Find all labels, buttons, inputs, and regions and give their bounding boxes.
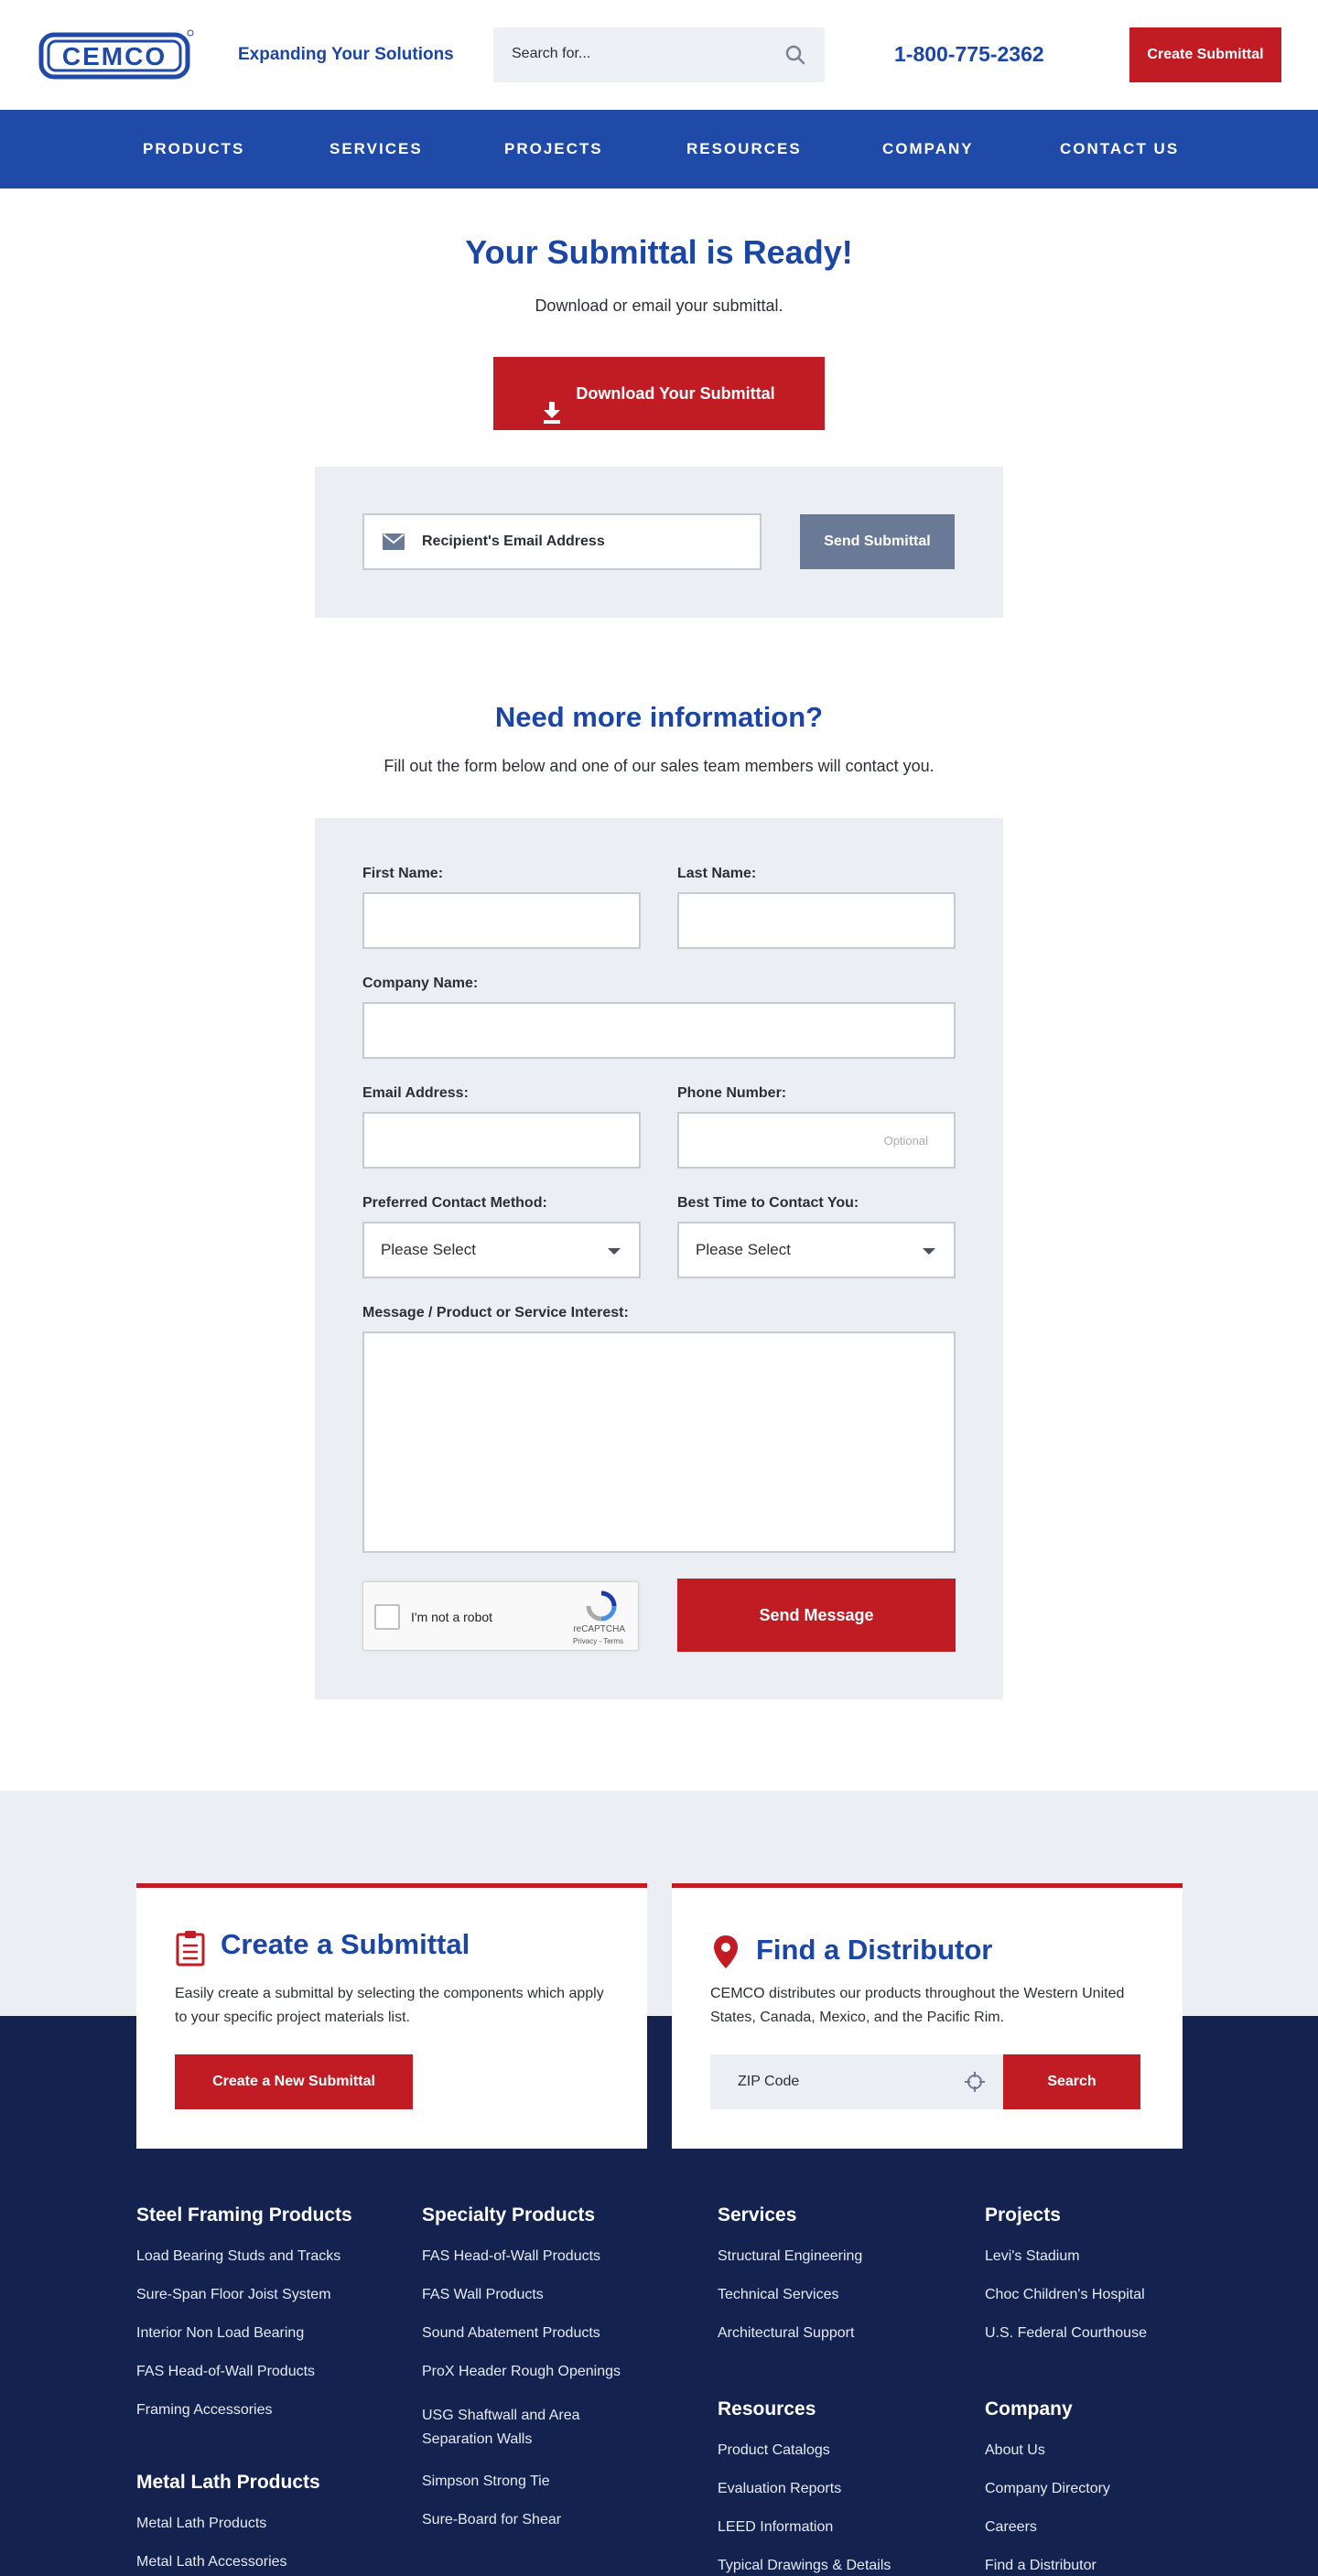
page-title: Your Submittal is Ready! xyxy=(465,233,853,271)
footer-lath-title[interactable]: Metal Lath Products xyxy=(136,2472,320,2493)
footer-link[interactable]: Metal Lath Accessories xyxy=(136,2554,287,2570)
best-time-value: Please Select xyxy=(696,1241,791,1258)
phone-label: Phone Number: xyxy=(677,1085,787,1101)
footer-link[interactable]: Levi's Stadium xyxy=(985,2248,1080,2264)
crosshair-icon[interactable] xyxy=(965,2072,985,2092)
footer-link[interactable]: Sound Abatement Products xyxy=(422,2325,600,2341)
contact-method-select[interactable] xyxy=(362,1222,641,1278)
footer-link[interactable]: Sure-Span Floor Joist System xyxy=(136,2287,331,2302)
footer-link[interactable]: FAS Head-of-Wall Products xyxy=(422,2248,601,2264)
recaptcha-brand: reCAPTCHA xyxy=(573,1624,625,1634)
chevron-down-icon xyxy=(923,1248,935,1255)
recaptcha-text: I'm not a robot xyxy=(411,1610,493,1624)
zip-code-input[interactable] xyxy=(710,2054,1003,2109)
last-name-label: Last Name: xyxy=(677,866,757,881)
download-label: Download Your Submittal xyxy=(576,384,775,403)
best-time-select[interactable] xyxy=(677,1222,956,1278)
nav-projects[interactable]: PROJECTS xyxy=(504,140,603,157)
info-subtitle: Fill out the form below and one of our sales team members will contact you. xyxy=(384,757,934,775)
phone-field[interactable] xyxy=(677,1112,956,1169)
contact-form xyxy=(315,818,1003,1699)
contact-method-label: Preferred Contact Method: xyxy=(362,1195,547,1211)
nav-resources[interactable]: RESOURCES xyxy=(686,140,802,157)
footer-link[interactable]: Metal Lath Products xyxy=(136,2516,267,2531)
zip-placeholder: ZIP Code xyxy=(738,2074,800,2089)
recaptcha-widget xyxy=(362,1581,639,1651)
info-title: Need more information? xyxy=(494,701,824,733)
footer-link[interactable]: Find a Distributor xyxy=(985,2558,1097,2573)
footer-link[interactable]: U.S. Federal Courthouse xyxy=(985,2325,1147,2341)
footer-link[interactable]: Technical Services xyxy=(718,2287,839,2302)
footer-link[interactable]: USG Shaftwall and Area Separation Walls xyxy=(422,2408,580,2447)
search-input[interactable] xyxy=(493,27,825,82)
footer-link[interactable]: Company Directory xyxy=(985,2481,1110,2496)
search-placeholder: Search for... xyxy=(512,46,591,61)
company-field[interactable] xyxy=(362,1002,956,1059)
footer-link[interactable]: Sure-Board for Shear xyxy=(422,2512,562,2527)
footer-resources-title[interactable]: Resources xyxy=(718,2398,816,2420)
page-subtitle: Download or email your submittal. xyxy=(535,296,783,315)
chevron-down-icon xyxy=(608,1248,621,1255)
send-submittal-button[interactable]: Send Submittal xyxy=(800,514,955,569)
footer-link[interactable]: FAS Head-of-Wall Products xyxy=(136,2364,316,2379)
footer-specialty-title[interactable]: Specialty Products xyxy=(422,2204,596,2226)
main-nav xyxy=(0,110,1318,189)
email-field[interactable] xyxy=(362,1112,641,1169)
nav-products[interactable]: PRODUCTS xyxy=(143,140,245,157)
email-label: Email Address: xyxy=(362,1085,469,1101)
submittal-card-desc: Easily create a submittal by selecting the components which apply to your specific project materials list. xyxy=(175,1986,604,2025)
email-placeholder: Recipient's Email Address xyxy=(422,534,605,549)
message-label: Message / Product or Service Interest: xyxy=(362,1305,629,1320)
footer-link[interactable]: FAS Wall Products xyxy=(422,2287,544,2302)
footer-link[interactable]: Careers xyxy=(985,2519,1037,2535)
envelope-icon xyxy=(383,534,405,550)
footer-link[interactable]: Simpson Strong Tie xyxy=(422,2474,550,2489)
footer-steel-title[interactable]: Steel Framing Products xyxy=(136,2204,352,2226)
recaptcha-icon xyxy=(585,1590,618,1622)
clipboard-icon xyxy=(175,1930,206,1967)
footer-link[interactable]: Product Catalogs xyxy=(718,2442,830,2458)
footer-link[interactable]: Architectural Support xyxy=(718,2325,855,2341)
recaptcha-links[interactable]: Privacy - Terms xyxy=(573,1637,623,1645)
last-name-field[interactable] xyxy=(677,892,956,949)
footer-projects-title[interactable]: Projects xyxy=(985,2204,1061,2226)
map-pin-icon xyxy=(710,1934,741,1970)
footer-company-title[interactable]: Company xyxy=(985,2398,1073,2420)
nav-contact-us[interactable]: CONTACT US xyxy=(1060,140,1180,157)
first-name-field[interactable] xyxy=(362,892,641,949)
footer-link[interactable]: LEED Information xyxy=(718,2519,834,2535)
create-submittal-button[interactable]: Create Submittal xyxy=(1129,27,1281,82)
create-new-submittal-button[interactable]: Create a New Submittal xyxy=(175,2054,413,2109)
submittal-card-title: Create a Submittal xyxy=(221,1928,470,1960)
find-distributor-card xyxy=(672,1883,1183,2149)
download-submittal-button[interactable] xyxy=(493,357,825,430)
nav-services[interactable]: SERVICES xyxy=(330,140,423,157)
nav-company[interactable]: COMPANY xyxy=(882,140,974,157)
footer-link[interactable]: Structural Engineering xyxy=(718,2248,863,2264)
footer-link[interactable]: ProX Header Rough Openings xyxy=(422,2364,621,2379)
contact-method-value: Please Select xyxy=(381,1241,476,1258)
best-time-label: Best Time to Contact You: xyxy=(677,1195,859,1211)
site-header xyxy=(0,0,1318,110)
company-label: Company Name: xyxy=(362,975,479,991)
footer-link[interactable]: About Us xyxy=(985,2442,1045,2458)
email-submittal-panel xyxy=(315,467,1003,618)
cemco-logo[interactable] xyxy=(38,27,194,81)
tagline: Expanding Your Solutions xyxy=(238,45,454,64)
download-icon xyxy=(543,382,561,404)
footer-link[interactable]: Framing Accessories xyxy=(136,2402,273,2418)
logo-text: CEMCO xyxy=(61,42,167,70)
send-message-button[interactable]: Send Message xyxy=(677,1579,956,1652)
message-textarea[interactable] xyxy=(362,1331,956,1553)
footer-link[interactable]: Interior Non Load Bearing xyxy=(136,2325,305,2341)
search-icon[interactable] xyxy=(784,44,806,66)
recipient-email-input[interactable] xyxy=(362,513,762,570)
create-submittal-card xyxy=(136,1883,647,2149)
recaptcha-checkbox[interactable] xyxy=(374,1604,400,1630)
footer-link[interactable]: Load Bearing Studs and Tracks xyxy=(136,2248,341,2264)
footer-services-title[interactable]: Services xyxy=(718,2204,797,2226)
footer-link[interactable]: Typical Drawings & Details xyxy=(718,2558,891,2573)
phone-link[interactable]: 1-800-775-2362 xyxy=(894,42,1044,66)
footer-link[interactable]: Evaluation Reports xyxy=(718,2481,842,2496)
distributor-card-desc: CEMCO distributes our products throughout the Western United States, Canada, Mexico, and the Pacific Rim. xyxy=(710,1986,1125,2025)
distributor-card-title: Find a Distributor xyxy=(756,1934,993,1966)
first-name-label: First Name: xyxy=(362,866,444,881)
phone-optional-hint: Optional xyxy=(883,1134,928,1148)
footer-link[interactable]: Choc Children's Hospital xyxy=(985,2287,1145,2302)
distributor-search-button[interactable]: Search xyxy=(1003,2054,1140,2109)
